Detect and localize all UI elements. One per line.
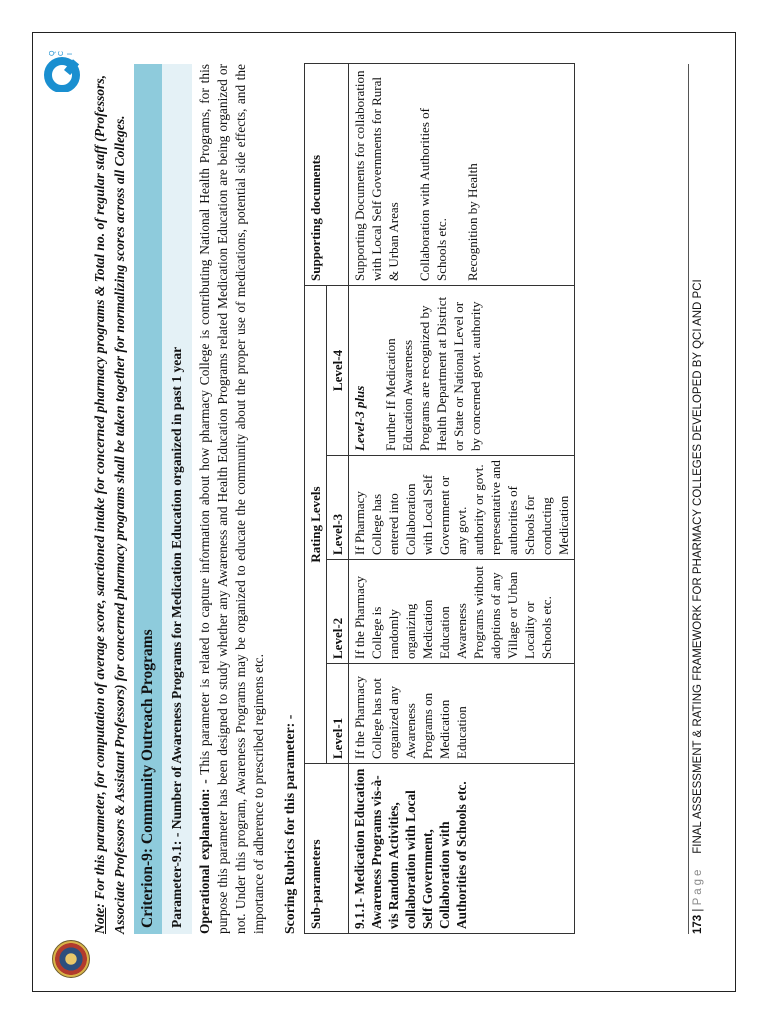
svg-text:C: C [58,50,65,56]
note-text: : For this parameter, for computation of average score, sanctioned intake for concerned pharmacy programs & Total no. of regular staff (Professors, Associate Professors & Assistant Professors) for concerned pharmacy programs shall be taken together for normalizing scores across all Colleges. [92,74,127,934]
table-header-row [305,63,327,933]
rubric-table [304,63,575,934]
parameter-heading: Parameter-9.1: - Number of Awareness Programs for Medication Education organized in past 1 year [162,64,192,934]
supporting-doc-3: Recognition by Health [465,163,480,281]
sub-parameter-cell: 9.1.1- Medication Education Awareness Programs vis-à-vis Random Activities, collaboration with Local Self Government, Collaboration with Authorities of Schools etc. [349,764,575,934]
page-content [90,64,575,934]
explanation-label: Operational explanation: - [197,779,212,934]
header-supporting-documents: Supporting documents [305,63,349,285]
header-level-2: Level-2 [327,560,349,664]
footer-title: FINAL ASSESSMENT & RATING FRAMEWORK FOR PHARMACY COLLEGES DEVELOPED BY QCI AND PCI [692,279,704,854]
header-level-1: Level-1 [327,664,349,764]
svg-text:Q: Q [49,50,56,56]
level-3-cell: If Pharmacy College has entered into Collaboration with Local Self Government or any govt. authority or govt. representative and authorities of Schools for conducting Medication [349,456,575,560]
header-level-3: Level-3 [327,456,349,560]
page-number: 173 [692,914,704,934]
page-label: Page [692,866,704,906]
rubric-title: Scoring Rubrics for this parameter: - [282,714,297,934]
criterion-heading: Criterion-9: Community Outreach Programs [134,64,162,934]
level-4-text: Further If Medication Education Awareness Programs are recognized by Health Department at District or State or National Level or by concerned govt. authority [383,296,483,451]
supporting-doc-2: Collaboration with Authorities of Schools etc. [417,108,449,281]
level-2-cell: If the Pharmacy College is randomly organizing Medication Education Awareness Programs without adoptions of any Village or Urban Locality or Schools etc. [349,560,575,664]
note-prefix: Note [92,907,107,934]
page-footer: 173 | Page FINAL ASSESSMENT & RATING FRAMEWORK FOR PHARMACY COLLEGES DEVELOPED BY QCI AND PCI [688,64,704,934]
supporting-documents-cell [349,63,575,285]
header-sub-parameters: Sub-parameters [305,764,349,934]
level-1-cell: If the Pharmacy College has not organized any Awareness Programs on Medication Education [349,664,575,764]
table-row [349,63,575,933]
level-4-cell [349,285,575,455]
header-rating-levels: Rating Levels [305,285,327,763]
emblem-seal-icon [52,940,90,978]
svg-text:I: I [67,53,74,55]
supporting-doc-1: Supporting Documents for collaboration with Local Self Governments for Rural & Urban Areas [352,70,401,281]
header-level-4: Level-4 [327,285,349,455]
operational-explanation [196,64,268,934]
level-4-head: Level-3 plus [352,385,367,451]
note-paragraph [90,64,130,934]
rotated-page [32,32,736,992]
explanation-text: This parameter is related to capture information about how pharmacy College is contributing National Health Programs, for this purpose this parameter has been designed to study whether any Awareness and Health Education Programs related Medication Education are being organized or not. Under this program, Awareness Programs may be organized to educate the community about the proper use of medications, potential side effects, and the importance of adherence to prescribed regimens etc. [197,64,266,934]
qci-logo-icon [42,44,82,92]
